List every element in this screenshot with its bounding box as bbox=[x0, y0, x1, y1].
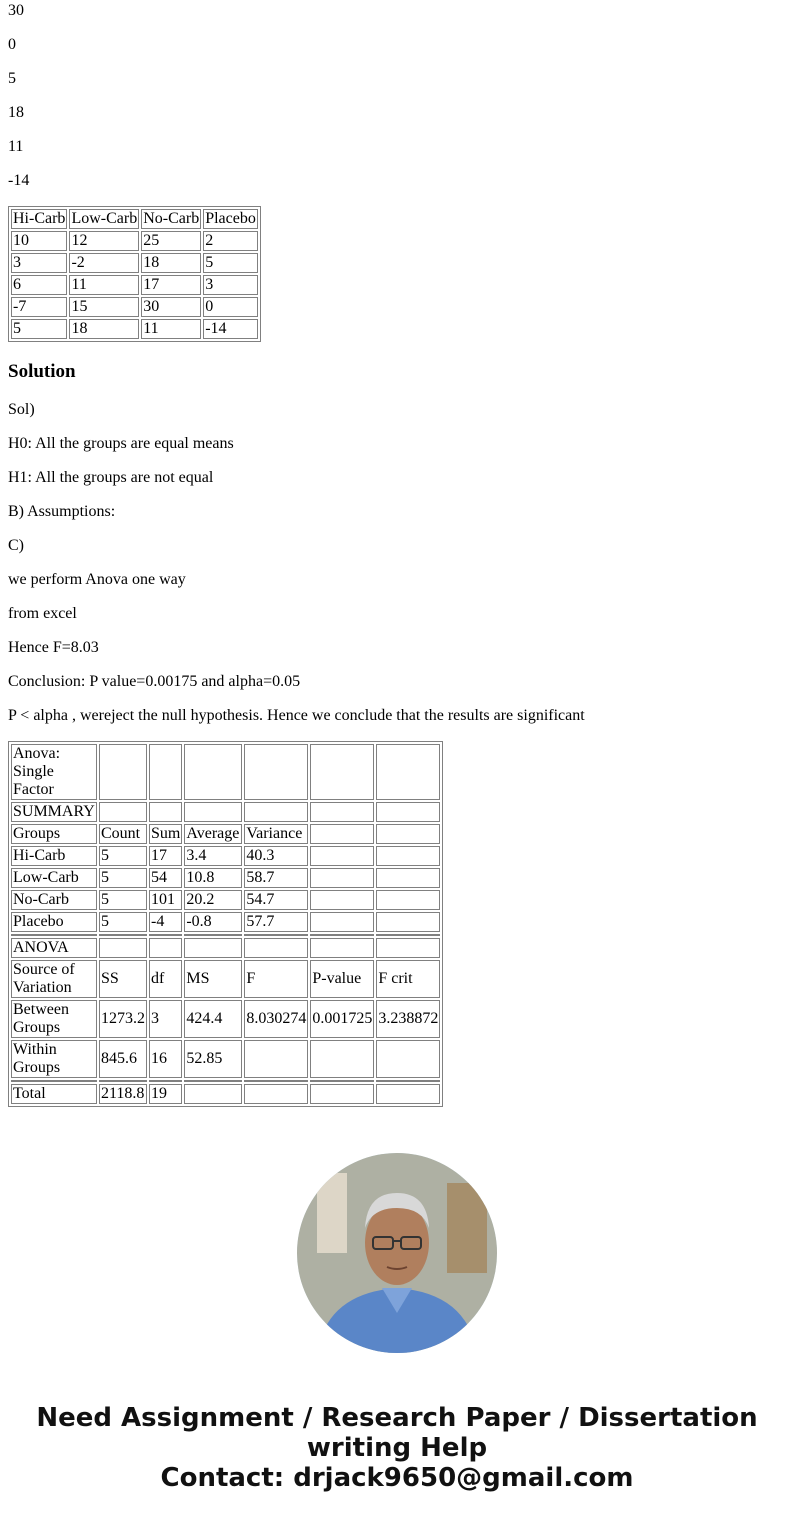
value-line: 18 bbox=[8, 104, 24, 121]
table-header-cell: Count bbox=[99, 824, 147, 844]
table-row bbox=[11, 1000, 440, 1038]
table-cell: -2 bbox=[69, 253, 139, 273]
table-cell: Low-Carb bbox=[11, 868, 97, 888]
table-cell bbox=[149, 802, 182, 822]
table-cell: 6 bbox=[11, 275, 67, 295]
table-cell bbox=[310, 938, 374, 958]
table-header-cell: No-Carb bbox=[143, 210, 200, 227]
table-cell: 5 bbox=[99, 890, 147, 910]
table-row bbox=[11, 938, 440, 958]
table-header-cell: Variance bbox=[244, 824, 308, 844]
table-cell bbox=[11, 934, 97, 936]
value-line: 30 bbox=[8, 2, 24, 19]
footer-banner bbox=[0, 1403, 794, 1493]
table-cell bbox=[376, 912, 440, 932]
table-cell: 10 bbox=[11, 231, 67, 251]
table-cell bbox=[376, 938, 440, 958]
table-cell: 3 bbox=[11, 253, 67, 273]
table-row bbox=[11, 802, 440, 822]
table-cell bbox=[310, 824, 374, 844]
table-cell bbox=[99, 1080, 147, 1082]
table-row bbox=[11, 253, 258, 273]
solution-line: P < alpha , wereject the null hypothesis. Hence we conclude that the results are significant bbox=[8, 707, 585, 724]
table-cell bbox=[244, 934, 308, 936]
table-cell bbox=[184, 1084, 242, 1104]
footer-contact: Contact: drjack9650@gmail.com bbox=[160, 1463, 634, 1493]
diet-data-table bbox=[8, 206, 261, 342]
table-header-cell: Placebo bbox=[205, 210, 256, 227]
table-cell bbox=[99, 802, 147, 822]
table-row bbox=[11, 297, 258, 317]
table-header-cell: P-value bbox=[310, 960, 374, 998]
table-cell: 11 bbox=[69, 275, 139, 295]
table-cell bbox=[99, 938, 147, 958]
footer-line: Need Assignment / Research Paper / Dissertation bbox=[36, 1403, 758, 1433]
table-cell: 58.7 bbox=[244, 868, 308, 888]
table-cell: -7 bbox=[11, 297, 67, 317]
solution-line: from excel bbox=[8, 605, 77, 622]
value-line: 5 bbox=[8, 70, 16, 87]
table-cell: 0 bbox=[203, 297, 258, 317]
table-cell: Within Groups bbox=[11, 1040, 97, 1078]
table-cell: 18 bbox=[141, 253, 201, 273]
table-header-cell: Average bbox=[184, 824, 242, 844]
table-cell bbox=[376, 890, 440, 910]
table-cell: 8.030274 bbox=[244, 1000, 308, 1038]
table-row bbox=[11, 1040, 440, 1078]
anova-output-table bbox=[8, 741, 443, 1107]
table-cell: 40.3 bbox=[244, 846, 308, 866]
table-cell bbox=[244, 1040, 308, 1078]
table-cell: 5 bbox=[99, 912, 147, 932]
table-header-cell: Low-Carb bbox=[71, 210, 138, 227]
solution-line: H0: All the groups are equal means bbox=[8, 435, 234, 452]
solution-line: we perform Anova one way bbox=[8, 571, 186, 588]
table-cell: 12 bbox=[69, 231, 139, 251]
table-header-row bbox=[11, 209, 258, 229]
avatar-portrait-image bbox=[297, 1153, 497, 1353]
table-cell bbox=[184, 938, 242, 958]
table-cell bbox=[376, 868, 440, 888]
table-cell bbox=[244, 1080, 308, 1082]
table-cell: -4 bbox=[149, 912, 182, 932]
footer-line: writing Help bbox=[306, 1433, 488, 1463]
table-cell: 3.4 bbox=[184, 846, 242, 866]
table-cell: 17 bbox=[141, 275, 201, 295]
table-header-cell: MS bbox=[184, 960, 242, 998]
table-cell bbox=[149, 744, 182, 800]
table-cell: 17 bbox=[149, 846, 182, 866]
table-cell: 15 bbox=[69, 297, 139, 317]
table-header-cell: Groups bbox=[11, 824, 97, 844]
solution-heading: Solution bbox=[8, 361, 76, 382]
table-cell: -0.8 bbox=[184, 912, 242, 932]
table-cell: 3.238872 bbox=[376, 1000, 440, 1038]
table-spacer-row bbox=[11, 934, 440, 936]
table-cell bbox=[149, 934, 182, 936]
table-cell bbox=[376, 824, 440, 844]
table-cell bbox=[184, 934, 242, 936]
table-cell: 1273.2 bbox=[99, 1000, 147, 1038]
table-cell: 5 bbox=[11, 319, 67, 339]
table-cell bbox=[376, 934, 440, 936]
table-cell: Between Groups bbox=[11, 1000, 97, 1038]
solution-line: Sol) bbox=[8, 401, 35, 418]
table-cell: 10.8 bbox=[184, 868, 242, 888]
table-cell: 30 bbox=[141, 297, 201, 317]
table-cell bbox=[310, 934, 374, 936]
table-cell bbox=[310, 802, 374, 822]
table-cell bbox=[99, 934, 147, 936]
table-header-row bbox=[11, 824, 440, 844]
table-cell bbox=[244, 744, 308, 800]
table-header-cell: F bbox=[244, 960, 308, 998]
table-header-cell: Hi-Carb bbox=[13, 210, 66, 227]
value-line: -14 bbox=[8, 172, 30, 189]
solution-line: Conclusion: P value=0.00175 and alpha=0.05 bbox=[8, 673, 301, 690]
table-cell bbox=[149, 938, 182, 958]
table-cell bbox=[11, 1080, 97, 1082]
table-cell bbox=[310, 868, 374, 888]
table-header-row bbox=[11, 960, 440, 998]
table-cell: 3 bbox=[149, 1000, 182, 1038]
table-cell: Total bbox=[11, 1084, 97, 1104]
table-cell: 20.2 bbox=[184, 890, 242, 910]
table-cell bbox=[184, 1080, 242, 1082]
table-cell: 2118.8 bbox=[99, 1084, 147, 1104]
table-cell bbox=[99, 744, 147, 800]
summary-label-cell: SUMMARY bbox=[11, 802, 97, 822]
table-cell: 3 bbox=[203, 275, 258, 295]
table-cell bbox=[310, 846, 374, 866]
table-cell: 5 bbox=[99, 846, 147, 866]
table-cell: 2 bbox=[203, 231, 258, 251]
table-header-cell: df bbox=[149, 960, 182, 998]
table-cell bbox=[149, 1080, 182, 1082]
value-line: 0 bbox=[8, 36, 16, 53]
table-cell: 11 bbox=[141, 319, 201, 339]
table-cell: 19 bbox=[149, 1084, 182, 1104]
solution-line: H1: All the groups are not equal bbox=[8, 469, 214, 486]
table-cell bbox=[310, 744, 374, 800]
table-cell bbox=[310, 1084, 374, 1104]
table-cell bbox=[376, 802, 440, 822]
table-cell bbox=[376, 1040, 440, 1078]
table-row bbox=[11, 868, 440, 888]
solution-line: B) Assumptions: bbox=[8, 503, 116, 520]
table-cell bbox=[184, 744, 242, 800]
table-header-cell: Source of Variation bbox=[11, 960, 97, 998]
table-cell: 0.001725 bbox=[310, 1000, 374, 1038]
table-cell: 25 bbox=[141, 231, 201, 251]
table-row bbox=[11, 912, 440, 932]
table-cell bbox=[376, 846, 440, 866]
solution-line: Hence F=8.03 bbox=[8, 639, 99, 656]
table-cell: Hi-Carb bbox=[11, 846, 97, 866]
table-cell bbox=[244, 802, 308, 822]
table-cell bbox=[244, 1084, 308, 1104]
table-cell: 5 bbox=[203, 253, 258, 273]
table-cell: 18 bbox=[69, 319, 139, 339]
table-cell bbox=[376, 1084, 440, 1104]
table-row bbox=[11, 1084, 440, 1104]
table-header-cell: SS bbox=[99, 960, 147, 998]
table-row bbox=[11, 275, 258, 295]
table-cell bbox=[310, 1080, 374, 1082]
table-cell: -14 bbox=[203, 319, 258, 339]
table-cell: 52.85 bbox=[184, 1040, 242, 1078]
table-cell: 101 bbox=[149, 890, 182, 910]
table-header-cell: F crit bbox=[376, 960, 440, 998]
table-cell bbox=[376, 744, 440, 800]
table-cell bbox=[184, 802, 242, 822]
table-cell: No-Carb bbox=[11, 890, 97, 910]
table-row bbox=[11, 846, 440, 866]
table-cell: 54 bbox=[149, 868, 182, 888]
table-row bbox=[11, 319, 258, 339]
table-cell bbox=[376, 1080, 440, 1082]
table-cell bbox=[310, 1040, 374, 1078]
anova-title-cell: Anova: Single Factor bbox=[11, 744, 97, 800]
anova-label-cell: ANOVA bbox=[11, 938, 97, 958]
table-cell: 845.6 bbox=[99, 1040, 147, 1078]
table-cell bbox=[310, 912, 374, 932]
table-cell: 424.4 bbox=[184, 1000, 242, 1038]
table-row bbox=[11, 744, 440, 800]
table-cell: 5 bbox=[99, 868, 147, 888]
table-cell: 57.7 bbox=[244, 912, 308, 932]
table-cell bbox=[244, 938, 308, 958]
table-row bbox=[11, 231, 258, 251]
table-header-cell: Sum bbox=[151, 825, 181, 842]
author-avatar bbox=[297, 1153, 497, 1353]
table-cell: 16 bbox=[149, 1040, 182, 1078]
table-cell: 54.7 bbox=[244, 890, 308, 910]
value-line: 11 bbox=[8, 138, 24, 155]
table-cell: Placebo bbox=[11, 912, 97, 932]
solution-line: C) bbox=[8, 537, 24, 554]
table-cell bbox=[310, 890, 374, 910]
table-row bbox=[11, 890, 440, 910]
table-spacer-row bbox=[11, 1080, 440, 1082]
